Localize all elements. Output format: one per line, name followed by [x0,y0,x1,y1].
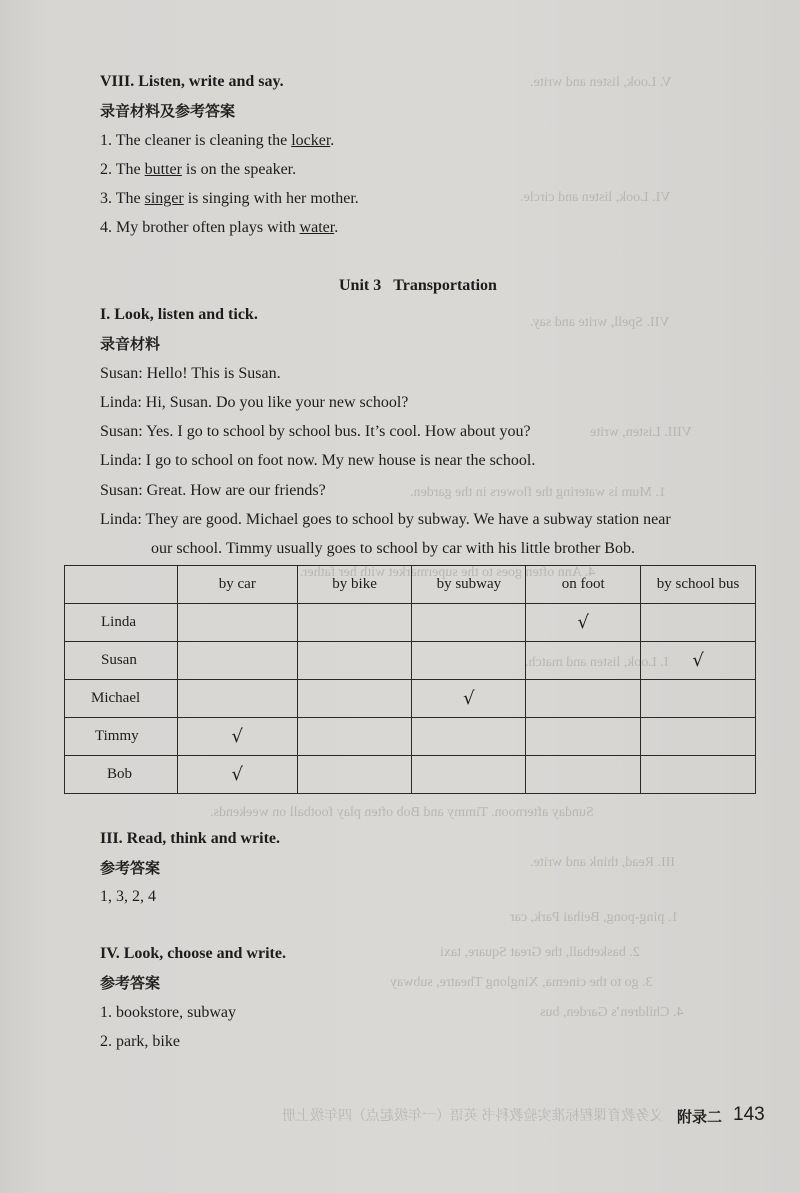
tick-mark-icon: √ [231,726,244,747]
section4-cn-label: 参考答案 [100,974,161,992]
answer-word: water [299,219,335,236]
section8-cn-label: 录音材料及参考答案 [100,102,236,120]
tick-cell [297,604,412,642]
table-header [65,566,178,604]
tick-mark-icon: √ [231,764,244,785]
table-row [65,642,756,680]
transport-tick-table [64,565,756,794]
section8-item: 4. My brother often plays with water. [100,219,339,236]
section8-item: 1. The cleaner is cleaning the locker. [100,132,335,149]
bleed-through-text: VII. Spell, write and say. [530,315,670,330]
tick-cell [412,680,526,718]
tick-mark-icon: √ [577,612,589,633]
dialogue-line: our school. Timmy usually goes to school by car with his little brother Bob. [151,540,635,557]
bleed-through-text: 4. Ann often goes to the supermarket with her father. [300,565,596,580]
bleed-through-text: 2. basketball, the Great Square, taxi [440,945,640,960]
tick-cell [177,756,297,794]
dialogue-line: Linda: I go to school on foot now. My new house is near the school. [100,452,536,469]
tick-cell [177,718,297,756]
bleed-through-text: VIII. Listen, write [590,425,692,440]
section4-heading: IV. Look, choose and write. [100,945,286,962]
tick-mark-icon: √ [463,688,475,709]
bleed-through-text: 1. ping-pong, Beihai Park, car [510,910,679,925]
table-row [65,680,756,718]
tick-cell [641,642,756,680]
bleed-through-text: Sunday afternoon. Timmy and Bob often play football on weekends. [210,805,594,820]
row-name: Bob [65,756,178,794]
footer-label: 附录二 [677,1108,723,1126]
tick-cell [412,718,526,756]
dialogue-line: Susan: Yes. I go to school by school bus. It’s cool. How about you? [100,423,531,440]
tick-cell [526,642,641,680]
unit-title [339,276,497,296]
bleed-through-text: III. Read, think and write. [530,855,676,870]
tick-cell [297,642,412,680]
tick-cell [297,718,412,756]
unit-number: Unit 3 [339,277,382,294]
row-name: Michael [65,680,178,718]
table-header-row [65,566,756,604]
table-row [65,604,756,642]
table-header: by subway [412,566,526,604]
page-number: 143 [733,1104,765,1125]
section3-answer: 1, 3, 2, 4 [100,888,156,905]
answer-word: locker [291,132,331,149]
section4-answer: 2. park, bike [100,1033,180,1050]
tick-cell [526,680,641,718]
table-header: by car [177,566,297,604]
table-header: by bike [297,566,412,604]
row-name: Linda [65,604,178,642]
section1-cn-label: 录音材料 [100,335,161,353]
row-name: Susan [65,642,178,680]
tick-cell [641,680,756,718]
tick-cell [526,718,641,756]
section4-answer: 1. bookstore, subway [100,1004,236,1021]
section8-item: 3. The singer is singing with her mother. [100,190,359,207]
bleed-through-text: I. Look, listen and match. [525,655,669,670]
tick-cell [412,604,526,642]
tick-cell [177,680,297,718]
tick-cell [526,756,641,794]
row-name: Timmy [65,718,178,756]
bleed-through-text: V. Look, listen and write. [530,75,672,90]
table-row [65,756,756,794]
answer-word: singer [144,190,184,207]
section3-heading: III. Read, think and write. [100,830,281,847]
tick-cell [641,756,756,794]
bleed-through-text: VI. Look, listen and circle. [520,190,671,205]
answer-word: butter [144,161,182,178]
section8-heading: VIII. Listen, write and say. [100,73,284,90]
tick-cell [641,718,756,756]
section8-item: 2. The butter is on the speaker. [100,161,297,178]
bleed-through-text: 义务教育课程标准实验教科书 英语（一年级起点）四年级上册 [282,1109,664,1124]
tick-cell [412,756,526,794]
dialogue-line: Linda: Hi, Susan. Do you like your new school? [100,394,409,411]
tick-cell [526,604,641,642]
bleed-through-text: 3. go to the cinema, Xinglong Theatre, subway [390,975,653,990]
bleed-through-text: 1. Mum is watering the flowers in the garden. [410,485,666,500]
section1-heading: I. Look, listen and tick. [100,306,258,323]
unit-name: Transportation [393,277,497,294]
tick-cell [177,642,297,680]
bleed-through-text: 4. Children’s Garden, bus [540,1005,684,1020]
tick-cell [412,642,526,680]
section3-cn-label: 参考答案 [100,859,161,877]
table-header: by school bus [641,566,756,604]
dialogue-line: Susan: Hello! This is Susan. [100,365,281,382]
tick-cell [641,604,756,642]
dialogue-line: Susan: Great. How are our friends? [100,482,326,499]
dialogue-line: Linda: They are good. Michael goes to school by subway. We have a subway station near [100,511,671,528]
tick-cell [177,604,297,642]
table-header: on foot [526,566,641,604]
tick-mark-icon: √ [692,650,704,671]
tick-cell [297,680,412,718]
table-row [65,718,756,756]
tick-cell [297,756,412,794]
